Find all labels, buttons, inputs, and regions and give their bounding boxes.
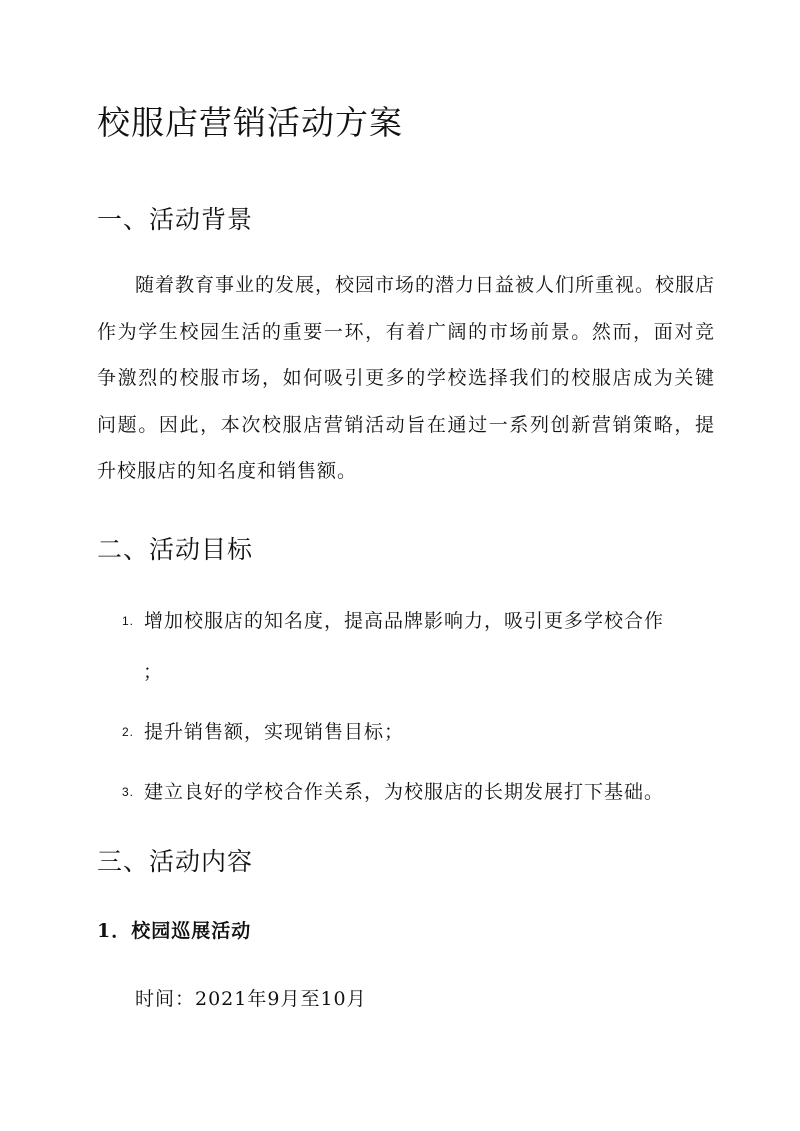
section-heading-background: 一、活动背景 [97,205,254,234]
list-item-number: 3. [122,785,135,799]
document-title: 校服店营销活动方案 [97,103,403,142]
list-item [122,777,702,804]
list-item-continuation: ； [143,661,163,683]
list-item-number: 2. [122,725,135,739]
background-paragraph: 随着教育事业的发展，校园市场的潜力日益被人们所重视。校服店作为学生校园生活的重要一环，有着广阔的市场前景。然而，面对竞争激烈的校服市场，如何吸引更多的学校选择我们的校服店成为关键问题。因此，本次校服店营销活动旨在通过一系列创新营销策略，提升校服店的知名度和销售额。 [97,274,716,482]
list-item [122,717,702,744]
subsection-heading-campus-tour: 1．校园巡展活动 [97,920,252,942]
section-heading-content: 三、活动内容 [97,847,254,876]
list-item [122,606,702,633]
campus-tour-time: 时间：2021年9月至10月 [135,988,367,1010]
list-item-text: 增加校服店的知名度，提高品牌影响力，吸引更多学校合作 [144,610,665,632]
list-item-number: 1. [122,614,135,628]
section-heading-goals: 二、活动目标 [97,535,254,564]
list-item-text: 建立良好的学校合作关系，为校服店的长期发展打下基础。 [144,781,665,803]
list-item-text: 提升销售额，实现销售目标； [144,721,405,743]
